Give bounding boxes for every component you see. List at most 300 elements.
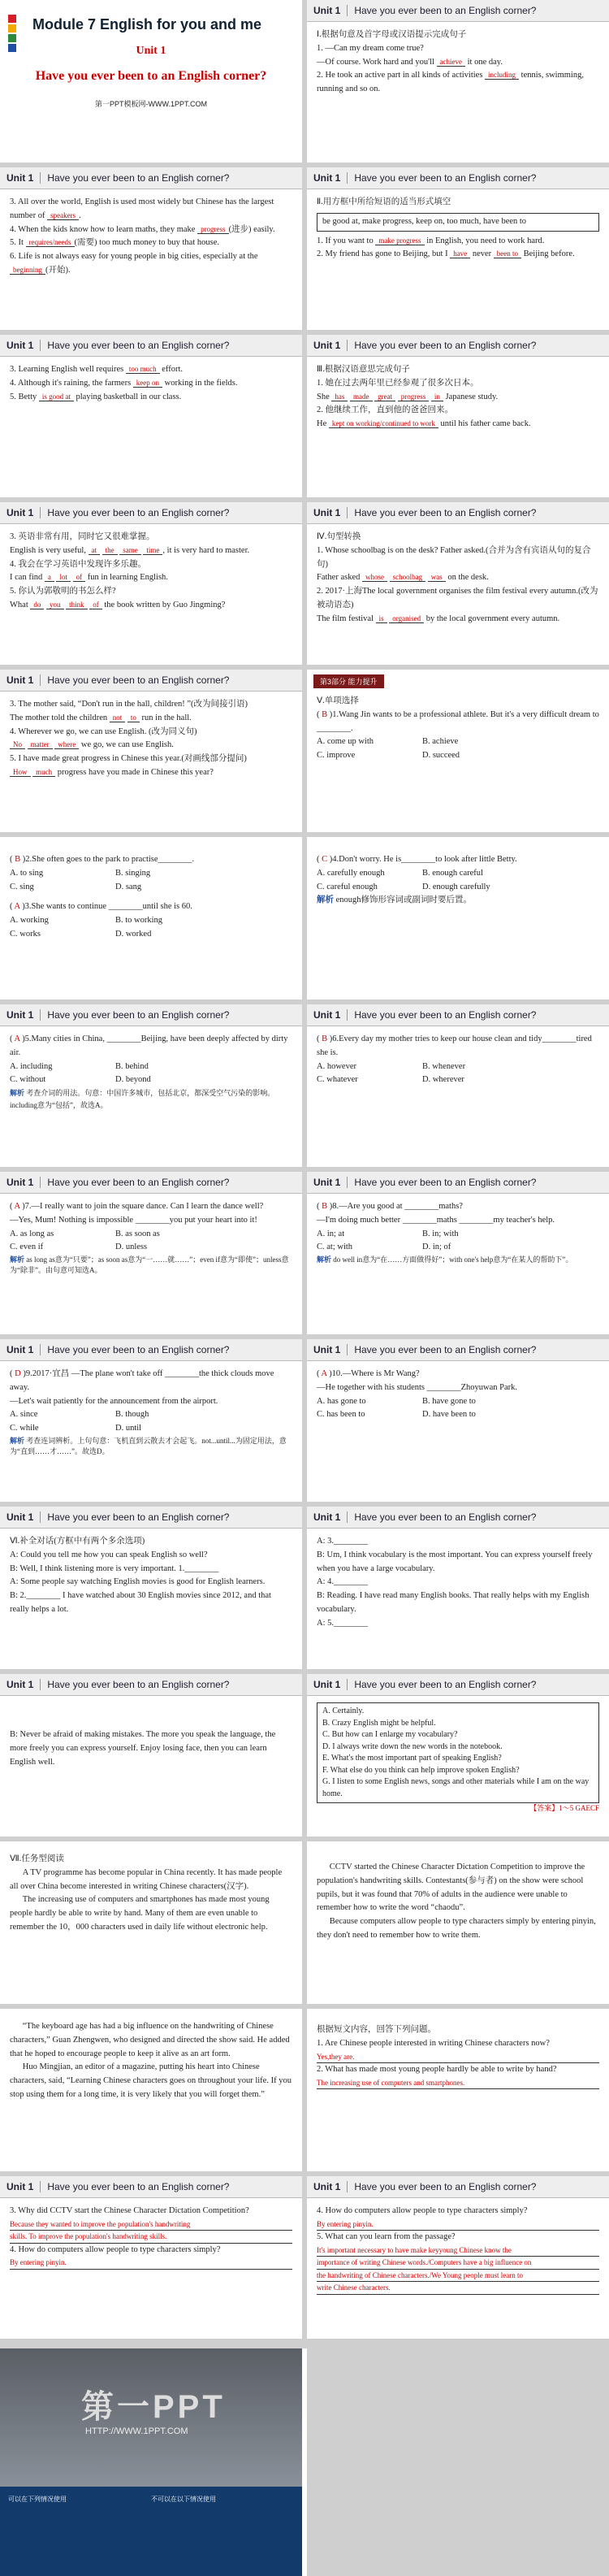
answer: you <box>46 601 64 609</box>
question-text: Beijing before. <box>521 249 575 259</box>
unit-label: Unit 1 <box>307 340 348 351</box>
answer: time <box>143 546 162 555</box>
explanation: 考查连词辨析。上句句意：飞机直到云散去才会起飞。not...until...为固定用法，意为“直到……才……”。故选D。 <box>10 1436 287 1455</box>
question-text: 3. All over the world, English is used most widely but Chinese has the largest number of <box>10 197 274 220</box>
answer: of <box>73 573 86 582</box>
question-text: 2. 2017·上海The local government organises the film festival every autumn.(改为被动语态) <box>317 587 598 609</box>
option: B. achieve <box>422 737 459 747</box>
question-text: (开始). <box>45 265 71 275</box>
explanation-label: 解析 <box>10 1255 25 1264</box>
logo-squares <box>8 15 16 54</box>
footer-col-2: 不可以在以下情况使用 <box>151 2496 216 2503</box>
question-text: 5. Betty <box>10 392 39 401</box>
unit-label: Unit 1 <box>0 1511 41 1523</box>
header-question: Have you ever been to an English corner? <box>47 340 230 351</box>
unit-title: Unit 1 <box>136 45 166 57</box>
option: A. to sing <box>10 868 44 878</box>
question-text: The film festival <box>317 614 376 623</box>
option: A. come up with <box>317 737 374 747</box>
question-text: ( <box>317 709 322 719</box>
lesson-title: Have you ever been to an English corner? <box>35 69 267 83</box>
question-text: , it is very hard to master. <box>162 545 250 555</box>
answer: kept on working/continued to work <box>329 419 438 428</box>
option: B. to working <box>115 916 163 926</box>
option: B. as soon as <box>115 1229 160 1238</box>
header-question: Have you ever been to an English corner? <box>47 2181 230 2192</box>
question-text: 6. Life is not always easy for young people in big cities, especially at the <box>10 252 258 262</box>
question-text: )9.2017·宜昌 —The plane won't take off ________the thick clouds move away. <box>10 1369 274 1392</box>
slide-16: Unit 1 Have you ever been to an English corner? ( B )8.—Are you good at ________maths? —I'm doing much better ________maths ________my teacher's help. A. in; at B. in; with C. at; with D. in; of 解析 do well in意为“在……方面做得好”；with one's help意为“在某人的帮助下”。 <box>307 1172 609 1334</box>
slide-21 <box>0 1674 302 1837</box>
option: C. even if <box>10 1242 44 1252</box>
slide-8 <box>307 502 609 665</box>
header-question: Have you ever been to an English corner? <box>354 1511 537 1523</box>
dialogue-line: B: Um, I think vocabulary is the most important. You can express yourself freely when you have a large vocabulary. <box>317 1550 593 1573</box>
answer: of <box>89 601 102 609</box>
question-text: He <box>317 419 329 429</box>
slide-19 <box>0 1507 302 1669</box>
question-text: 2. My friend has gone to Beijing, but I <box>317 249 451 259</box>
slide-28 <box>307 2176 609 2339</box>
answer: make progress <box>375 236 424 245</box>
answer: 1～5 GAECF <box>559 1804 599 1812</box>
question-text: Father asked <box>317 573 362 583</box>
answer: in <box>431 392 443 401</box>
question-text: English is very useful, <box>10 545 89 555</box>
answer: whose <box>362 573 387 582</box>
section-tag: 第3部分 能力提升 <box>313 674 384 688</box>
slide-12: ( C )4.Don't worry. He is________to look after little Betty. A. carefully enough B. enough careful C. careful enough D. enough carefully 解析 enough修饰形容词或副词时要后置。 <box>307 837 609 1000</box>
option: D. until <box>115 1424 142 1433</box>
question-text: )8.—Are you good at ________maths? <box>329 1202 463 1211</box>
answer: at <box>89 546 101 555</box>
answer: lot <box>56 573 71 582</box>
slide-23 <box>0 1841 302 2004</box>
question-text: 1. Are Chinese people interested in writing Chinese characters now? <box>317 2038 550 2048</box>
answer: great <box>374 392 395 401</box>
unit-label: Unit 1 <box>0 172 41 184</box>
section-intro: Ⅴ.单项选择 <box>317 696 359 705</box>
option: F. What else do you think can help improve spoken English? <box>322 1765 520 1775</box>
question-text: 5. I have made great progress in Chinese this year.(对画线部分提问) <box>10 754 247 764</box>
unit-label: Unit 1 <box>0 1679 41 1690</box>
answer: A <box>321 1369 327 1378</box>
question-text: )4.Don't worry. He is________to look after little Betty. <box>329 855 517 864</box>
answer: write Chinese characters. <box>317 2282 599 2294</box>
slide-17: Unit 1 Have you ever been to an English corner? ( D )9.2017·宜昌 —The plane won't take off ________the thick clouds move away. —Let's wait patiently for the announcement from the airport. A. since B. though C. while D. until 解析 考查连词辨析。上句句意：飞机直到云散去才会起飞。not...until...为固定用法，意为“直到……才……”。故选D。 <box>0 1339 302 1502</box>
slide-11: ( B )2.She often goes to the park to practise________. A. to sing B. singing C. sing D. sang ( A )3.She wants to continue ________until she is 60. A. working B. to working C. works D. worked <box>0 837 302 1000</box>
slide-4 <box>307 167 609 330</box>
answer: was <box>428 573 446 582</box>
answer: requires/needs <box>26 238 75 247</box>
passage-paragraph: A TV programme has become popular in China recently. It has made people all over China become interested in writing Chinese characters(汉字). <box>10 1867 283 1891</box>
header-question: Have you ever been to an English corner? <box>47 1344 230 1355</box>
question-text: (需要) too much money to buy that house. <box>74 238 220 248</box>
section-intro: Ⅲ.根据汉语意思完成句子 <box>317 365 410 374</box>
answer: B <box>322 1202 328 1211</box>
unit-label: Unit 1 <box>0 340 41 351</box>
answer: The increasing use of computers and smartphones. <box>317 2077 599 2089</box>
slide-15: Unit 1 Have you ever been to an English corner? ( A )7.—I really want to join the square dance. Can I learn the dance well? —Yes, Mum! Nothing is impossible ________you put your heart into it! A. as long as B. as soon as C. even if D. unless 解析 as long as意为“只要”；as soon as意为“一……就……”；even if意为“即使”；unless意为“除非”。由句意可知选A。 <box>0 1172 302 1334</box>
slide-3: Unit 1 Have you ever been to an English corner? 3. All over the world, English is used most widely but Chinese has the largest number of speakers . 4. When the kids know how to learn maths, they make progress (进步) easily. 5. It requires/needs (需要) too much money to buy that house. 6. Life is not always easy for young people in big cities, especially at the beginning (开始). <box>0 167 302 330</box>
answer: where <box>54 740 79 749</box>
answer: organised <box>389 614 424 623</box>
explanation-label: 解析 <box>317 896 334 905</box>
option: B. have gone to <box>422 1396 476 1406</box>
option: A. carefully enough <box>317 868 385 878</box>
section-intro: Ⅵ.补全对话(方框中有两个多余选项) <box>10 1537 145 1546</box>
answer: the handwriting of Chinese characters./We Young people must learn to <box>317 2270 599 2282</box>
header-question: Have you ever been to an English corner? <box>47 1009 230 1021</box>
unit-label: Unit 1 <box>307 172 348 184</box>
answer: B <box>322 1034 328 1043</box>
option: D. have been to <box>422 1410 476 1420</box>
header-question: Have you ever been to an English corner? <box>354 5 537 16</box>
question-text: —He together with his students ________Zhoyuwan Park. <box>317 1382 518 1392</box>
header-question: Have you ever been to an English corner? <box>47 1177 230 1188</box>
question-text: 3. 英语非常有用，同时它又很难掌握。 <box>10 532 155 541</box>
option: C. has been to <box>317 1410 365 1420</box>
question-text: 3. Learning English well requires <box>10 365 126 374</box>
answer: progress <box>197 225 229 234</box>
option: D. enough carefully <box>422 882 490 891</box>
question-text: 4. How do computers allow people to type characters simply? <box>10 2244 221 2254</box>
header-question: Have you ever been to an English corner? <box>47 172 230 184</box>
question-text: 1. If you want to <box>317 236 376 245</box>
question-text: The mother told the children <box>10 713 110 722</box>
question-text: (进步) easily. <box>228 224 275 234</box>
option: A. since <box>10 1410 38 1420</box>
option: C. without <box>10 1075 46 1085</box>
slide-13: Unit 1 Have you ever been to an English corner? ( A )5.Many cities in China, ________Beijing, have been deeply affected by dirty air. A. including B. behind C. without D. beyond 解析 考查介词的用法。句意：中国许多城市，包括北京，都深受空气污染的影响。including意为“包括”，故选A。 <box>0 1004 302 1167</box>
option: B. Crazy English might be helpful. <box>322 1718 436 1728</box>
header-question: Have you ever been to an English corner? <box>354 1177 537 1188</box>
unit-label: Unit 1 <box>307 1344 348 1355</box>
question-text: )1.Wang Jin wants to be a professional athlete. But it's a very difficult dream to ________. <box>317 709 599 733</box>
answer: including <box>485 71 519 80</box>
module-title: Module 7 English for you and me <box>32 16 262 33</box>
slide-25 <box>0 2009 302 2171</box>
question-text: 5. What can you learn from the passage? <box>317 2232 456 2242</box>
question-text: She <box>317 392 332 401</box>
answer: No <box>10 740 25 749</box>
unit-label: Unit 1 <box>307 2181 348 2192</box>
answer: It's important necessary to have make keyyoung Chinese know the <box>317 2244 599 2257</box>
question-text: 3. The mother said, “Don't run in the hall, children! ”(改为间接引语) <box>10 700 248 709</box>
answer: D <box>15 1369 21 1378</box>
question-text: Japanese study. <box>443 392 499 401</box>
option: C. But how can I enlarge my vocabulary? <box>322 1730 458 1739</box>
question-text: I can find <box>10 573 45 583</box>
option: B. singing <box>115 868 151 878</box>
option: C. careful enough <box>317 882 378 891</box>
answer: C <box>322 855 328 864</box>
answer: Yes,they are. <box>317 2051 599 2063</box>
answer: think <box>66 601 88 609</box>
cover-slide <box>0 0 302 163</box>
slide-10 <box>307 670 609 832</box>
explanation-label: 解析 <box>10 1436 25 1445</box>
option: D. worked <box>115 929 152 939</box>
answer: been to <box>494 249 521 258</box>
option: C. at; with <box>317 1242 353 1252</box>
question-text: 4. Wherever we go, we can use English. (改为同义句) <box>10 726 197 736</box>
question-text: )5.Many cities in China, ________Beijing, have been deeply affected by dirty air. <box>10 1034 288 1057</box>
unit-label: Unit 1 <box>0 674 41 686</box>
answer: By entering pinyin. <box>317 2218 599 2231</box>
question-text: —Let's wait patiently for the announcement from the airport. <box>10 1396 218 1406</box>
answer: has <box>331 392 348 401</box>
header-question: Have you ever been to an English corner? <box>354 507 537 518</box>
dialogue-line: A: 3.________ <box>317 1537 368 1546</box>
question-text: until his father came back. <box>438 419 531 429</box>
unit-label: Unit 1 <box>307 1511 348 1523</box>
option: A. working <box>10 916 49 926</box>
option: A. in; at <box>317 1229 345 1238</box>
option: B. though <box>115 1410 149 1420</box>
site-logo: 第一PPT <box>81 2389 226 2425</box>
answer: A <box>14 902 20 912</box>
question-text: tennis, swimming, running and so on. <box>317 71 584 94</box>
passage-paragraph: “The keyboard age has had a big influence on the handwriting of Chinese characters,” Guan Zhengwen, who designed and directed the show said. He added that he hoped to encourage people to keep it alive as an art form. <box>10 2022 290 2058</box>
header-question: Have you ever been to an English corner? <box>354 1344 537 1355</box>
header-question: Have you ever been to an English corner? <box>47 507 230 518</box>
option: A. has gone to <box>317 1396 366 1406</box>
answer: schoolbag <box>390 573 426 582</box>
dialogue-line: A: Could you tell me how you can speak English so well? <box>10 1550 208 1559</box>
dialogue-line: B: 2.________ I have watched about 30 English movies since 2012, and that really helps a lot. <box>10 1591 271 1614</box>
slide-header <box>307 0 609 22</box>
unit-label: Unit 1 <box>0 1344 41 1355</box>
question-text: —I'm doing much better ________maths ________my teacher's help. <box>317 1215 555 1225</box>
section-intro: Ⅳ.句型转换 <box>317 532 361 541</box>
question-text: by the local government every autumn. <box>424 614 560 623</box>
question-text: 2. What has made most young people hardly be able to write by hand? <box>317 2064 557 2074</box>
slide-24 <box>307 1841 609 2004</box>
header-question: Have you ever been to an English corner? <box>47 674 230 686</box>
answer: A <box>14 1034 20 1043</box>
answer: Because they wanted to improve the population's handwriting <box>10 2218 292 2231</box>
unit-label: Unit 1 <box>0 2181 41 2192</box>
answer: B <box>322 709 328 719</box>
option: E. What's the most important part of speaking English? <box>322 1754 502 1763</box>
slide-18: Unit 1 Have you ever been to an English corner? ( A )10.—Where is Mr Wang? —He together with his students ________Zhoyuwan Park. A. has gone to B. have gone to C. has been to D. have been to <box>307 1339 609 1502</box>
question-text: never <box>470 249 494 259</box>
question-text: What <box>10 600 31 609</box>
option: A. as long as <box>10 1229 54 1238</box>
explanation: 考查介词的用法。句意：中国许多城市，包括北京，都深受空气污染的影响。including意为“包括”，故选A。 <box>10 1089 275 1109</box>
answer: B <box>15 855 21 864</box>
option: B. whenever <box>422 1061 466 1071</box>
question-text: 4. When the kids know how to learn maths, they make <box>10 224 198 234</box>
question-text: the book written by Guo Jingming? <box>102 600 226 609</box>
question-text: 3. Why did CCTV start the Chinese Character Dictation Competition? <box>10 2206 249 2215</box>
option: B. enough careful <box>422 868 483 878</box>
option: D. unless <box>115 1242 148 1252</box>
dialogue-line: B: Reading. I have read many English books. That really helps with my English vocabulary. <box>317 1591 590 1614</box>
option: A. Certainly. <box>322 1706 365 1715</box>
section-intro: Ⅶ.任务型阅读 <box>10 1854 64 1863</box>
slide-7 <box>0 502 302 665</box>
header-question: Have you ever been to an English corner? <box>354 1679 537 1690</box>
option: D. in; of <box>422 1242 451 1252</box>
answer: the <box>102 546 118 555</box>
answer: A <box>14 1202 20 1211</box>
unit-label: Unit 1 <box>307 1679 348 1690</box>
footer-links <box>0 2487 302 2576</box>
answer: matter <box>28 740 53 749</box>
answer: How <box>10 768 31 777</box>
question-text: fun in learning English. <box>85 573 168 583</box>
answer: to <box>127 713 140 722</box>
dialogue-line: A: 4.________ <box>317 1577 368 1587</box>
question-text: 1. Whose schoolbag is on the desk? Father asked.(合并为含有宾语从句的复合句) <box>317 545 591 569</box>
question-text: playing basketball in our class. <box>73 392 182 401</box>
answer: By entering pinyin. <box>10 2257 292 2269</box>
question-text: 1. —Can my dream come true? <box>317 43 424 53</box>
unit-label: Unit 1 <box>0 1009 41 1021</box>
section-intro: Ⅰ.根据句意及首字母或汉语提示完成句子 <box>317 30 467 39</box>
explanation: as long as意为“只要”；as soon as意为“一……就……”；even if意为“即使”；unless意为“除非”。由句意可知选A。 <box>10 1255 289 1274</box>
option: C. while <box>10 1424 39 1433</box>
question-text: 2. 他继续工作，直到他的爸爸回来。 <box>317 405 453 415</box>
header-question: Have you ever been to an English corner? <box>354 340 537 351</box>
option: D. sang <box>115 882 142 891</box>
question-text: —Yes, Mum! Nothing is impossible ________you put your heart into it! <box>10 1215 257 1225</box>
option: B. in; with <box>422 1229 459 1238</box>
slide-2 <box>307 0 609 163</box>
footer-col-1: 可以在下列情况使用 <box>8 2496 67 2503</box>
footer-banner <box>0 2348 302 2487</box>
answer-label: 【答案】 <box>529 1804 559 1812</box>
question-text: 5. It <box>10 238 26 248</box>
unit-label: Unit 1 <box>0 507 41 518</box>
question-text: 4. How do computers allow people to type characters simply? <box>317 2206 528 2215</box>
passage-paragraph: CCTV started the Chinese Character Dictation Competition to improve the population's handwriting skills. Contestants(参与者) on the show were school pupils, but it was found that 70% of adults in the audience were unable to remember how to write the word “chaodu”. <box>317 1863 585 1913</box>
option: D. I always write down the new words in the notebook. <box>322 1741 503 1751</box>
question-text: 2. He took an active part in all kinds of activities <box>317 71 486 80</box>
answer: beginning <box>10 266 45 275</box>
site-url: HTTP://WWW.1PPT.COM <box>85 2426 188 2436</box>
slide-9 <box>0 670 302 832</box>
question-text: working in the fields. <box>162 378 238 388</box>
slide-22 <box>307 1674 609 1837</box>
passage-paragraph: Huo Mingjian, an editor of a magazine, putting his heart into Chinese characters, said, “Learning Chinese characters goes on throughout your life. If you stop using them for a long time, it is very likely that you will forget them.” <box>10 2062 292 2099</box>
question-text: )2.She often goes to the park to practise________. <box>22 855 195 864</box>
question-text: it one day. <box>465 57 503 67</box>
slide-6 <box>307 335 609 497</box>
option: G. I listen to some English news, songs and other materials while I am on the way home. <box>322 1777 590 1798</box>
question-text: 5. 你认为郭敬明的书怎么样? <box>10 587 116 596</box>
answer: have <box>450 249 470 258</box>
options-box <box>317 1702 599 1803</box>
unit-label: Unit 1 <box>307 1009 348 1021</box>
explanation: enough修饰形容词或副词时要后置。 <box>335 896 473 905</box>
question-text: )7.—I really want to join the square dance. Can I learn the dance well? <box>22 1202 264 1211</box>
explanation-label: 解析 <box>317 1255 332 1264</box>
section-intro: Ⅱ.用方框中所给短语的适当形式填空 <box>317 197 451 206</box>
answer: keep on <box>133 379 162 388</box>
question-text: we go, we can use English. <box>79 740 174 750</box>
phrase-box: be good at, make progress, keep on, too much, have been to <box>317 213 599 232</box>
question-text: progress have you made in Chinese this year? <box>55 767 214 777</box>
answer: skills. To improve the population's handwriting skills. <box>10 2231 292 2243</box>
header-question: Have you ever been to an English corner? <box>354 2181 537 2192</box>
answer: achieve <box>437 58 465 67</box>
slide-5 <box>0 335 302 497</box>
passage-paragraph: Because computers allow people to type characters simply by entering pinyin, they don't need to remember how to write them. <box>317 1917 596 1940</box>
answer: progress <box>398 392 430 401</box>
footer <box>0 2348 609 2576</box>
dialogue-line: B: Never be afraid of making mistakes. The more you speak the language, the more freely you can express yourself. Enjoy losing face, then you can learn English well. <box>10 1730 276 1767</box>
answer: made <box>350 392 373 401</box>
answer: importance of writing Chinese words./Computers have a big influence on <box>317 2257 599 2269</box>
header-question: Have you ever been to an English corner? <box>47 1679 230 1690</box>
answer: same <box>119 546 141 555</box>
answer: too much <box>126 365 160 374</box>
option: A. including <box>10 1061 53 1071</box>
passage-paragraph: The increasing use of computers and smartphones has made most young people hardly be able to write by hand. Many of them are even unable to remember the 10，000 characters used in daily life without electronic help. <box>10 1895 270 1932</box>
answer: not <box>110 713 126 722</box>
unit-label: Unit 1 <box>307 5 348 16</box>
option: C. improve <box>317 751 356 761</box>
slide-14: Unit 1 Have you ever been to an English corner? ( B )6.Every day my mother tries to keep our house clean and tidy________tired she is. A. however B. whenever C. whatever D. wherever <box>307 1004 609 1167</box>
question-text: —Of course. Work hard and you'll <box>317 57 437 67</box>
answer: is good at <box>39 392 74 401</box>
unit-label: Unit 1 <box>307 1177 348 1188</box>
explanation: do well in意为“在……方面做得好”；with one's help意为“在某人的帮助下”。 <box>333 1255 573 1264</box>
question-text: effort. <box>159 365 184 374</box>
option: D. wherever <box>422 1075 464 1085</box>
unit-label: Unit 1 <box>0 1177 41 1188</box>
slide-20 <box>307 1507 609 1669</box>
question-text: )10.—Where is Mr Wang? <box>329 1369 420 1378</box>
header-question: Have you ever been to an English corner? <box>354 1009 537 1021</box>
dialogue-line: B: Well, I think listening more is very important. 1.________ <box>10 1563 219 1573</box>
answer: do <box>30 601 44 609</box>
question-text: on the desk. <box>445 573 489 583</box>
question-text: run in the hall. <box>139 713 192 722</box>
explanation-label: 解析 <box>10 1089 25 1098</box>
question-text: 1. 她在过去两年里已经参观了很多次日本。 <box>317 378 479 388</box>
question-text: )6.Every day my mother tries to keep our house clean and tidy________tired she is. <box>317 1034 592 1057</box>
empty-area <box>307 2348 609 2576</box>
cover-url: 第一PPT模板网-WWW.1PPT.COM <box>95 100 207 108</box>
question-text: 4. 我会在学习英语中发现许多乐趣。 <box>10 559 146 569</box>
option: C. whatever <box>317 1075 358 1085</box>
header-question: Have you ever been to an English corner? <box>47 1511 230 1523</box>
option: D. succeed <box>422 751 460 761</box>
unit-label: Unit 1 <box>307 507 348 518</box>
dialogue-line: A: Some people say watching English movies is good for English learners. <box>10 1577 266 1587</box>
header-question: Have you ever been to an English corner? <box>354 172 537 184</box>
option: C. sing <box>10 882 34 891</box>
slide-27 <box>0 2176 302 2339</box>
answer: a <box>45 573 54 582</box>
answer: speakers <box>47 211 79 220</box>
slide-26 <box>307 2009 609 2171</box>
section-intro: 根据短文内容，回答下列问题。 <box>317 2025 436 2034</box>
option: C. works <box>10 929 41 939</box>
question-text: 4. Although it's raining, the farmers <box>10 378 133 388</box>
answer: is <box>376 614 387 623</box>
answer: much <box>32 768 55 777</box>
option: D. beyond <box>115 1075 151 1085</box>
question-text: )3.She wants to continue ________until she is 60. <box>22 902 192 912</box>
option: B. behind <box>115 1061 149 1071</box>
option: A. however <box>317 1061 356 1071</box>
question-text: in English, you need to work hard. <box>424 236 545 245</box>
